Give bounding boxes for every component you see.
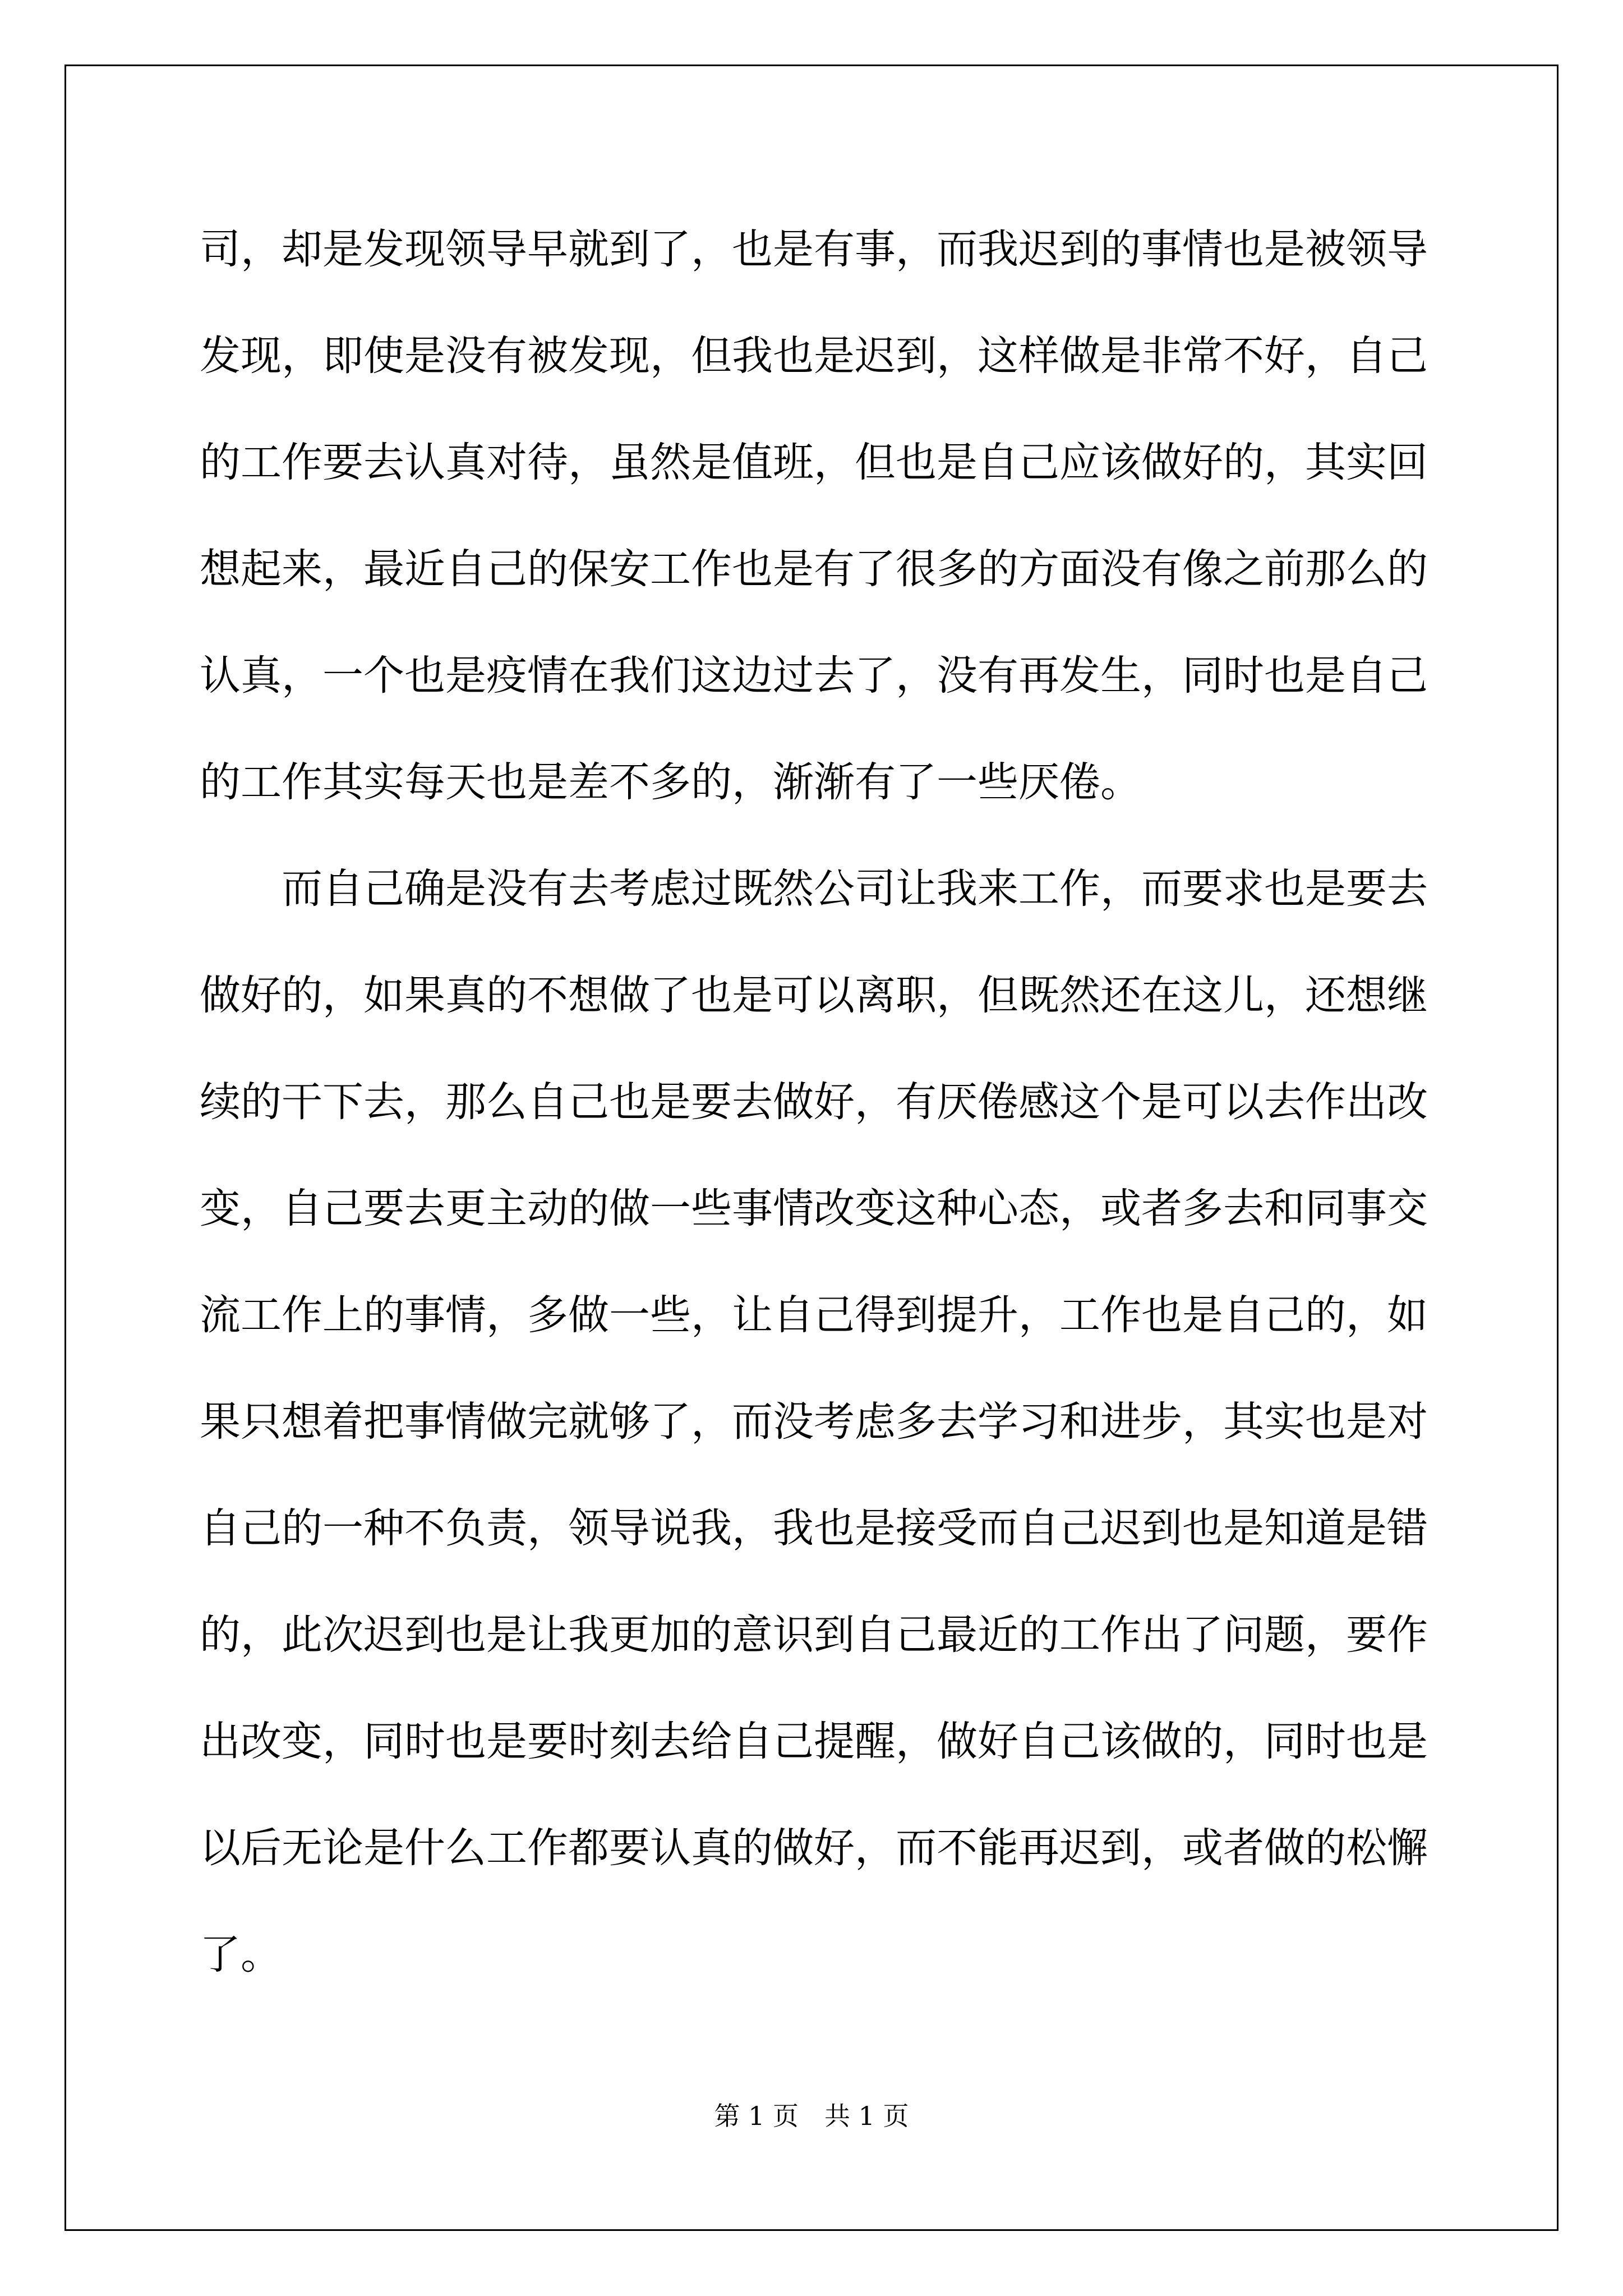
paragraph-1-line-1: 司，却是发现领导早就到了，也是有事，而我迟到的事情也是被领导	[200, 226, 1428, 273]
paragraph-2-line-9: 出改变，同时也是要时刻去给自己提醒，做好自己该做的，同时也是	[200, 1718, 1428, 1765]
paragraph-1-line-2: 发现，即使是没有被发现，但我也是迟到，这样做是非常不好，自己	[200, 332, 1428, 380]
paragraph-1-line-5: 认真，一个也是疫情在我们这边过去了，没有再发生，同时也是自己	[200, 652, 1428, 700]
paragraph-2-line-2: 做好的，如果真的不想做了也是可以离职，但既然还在这儿，还想继	[200, 972, 1428, 1019]
paragraph-1-line-6: 的工作其实每天也是差不多的，渐渐有了一些厌倦。	[200, 758, 1141, 806]
paragraph-2-line-7: 自己的一种不负责，领导说我，我也是接受而自己迟到也是知道是错	[200, 1504, 1428, 1552]
paragraph-2-line-1: 而自己确是没有去考虑过既然公司让我来工作，而要求也是要去	[282, 865, 1428, 913]
paragraph-1-line-3: 的工作要去认真对待，虽然是值班，但也是自己应该做好的，其实回	[200, 439, 1428, 486]
paragraph-2-line-5: 流工作上的事情，多做一些，让自己得到提升，工作也是自己的，如	[200, 1291, 1428, 1339]
paragraph-2-line-6: 果只想着把事情做完就够了，而没考虑多去学习和进步，其实也是对	[200, 1398, 1428, 1446]
paragraph-2-line-8: 的，此次迟到也是让我更加的意识到自己最近的工作出了问题，要作	[200, 1611, 1428, 1659]
paragraph-2-line-10: 以后无论是什么工作都要认真的做好，而不能再迟到，或者做的松懈	[200, 1824, 1428, 1872]
paragraph-2-line-3: 续的干下去，那么自己也是要去做好，有厌倦感这个是可以去作出改	[200, 1078, 1428, 1126]
paragraph-2-line-11: 了。	[200, 1931, 282, 1978]
page-footer: 第 1 页 共 1 页	[714, 2101, 909, 2131]
paragraph-2-line-4: 变，自己要去更主动的做一些事情改变这种心态，或者多去和同事交	[200, 1185, 1428, 1232]
paragraph-1-line-4: 想起来，最近自己的保安工作也是有了很多的方面没有像之前那么的	[200, 545, 1428, 593]
